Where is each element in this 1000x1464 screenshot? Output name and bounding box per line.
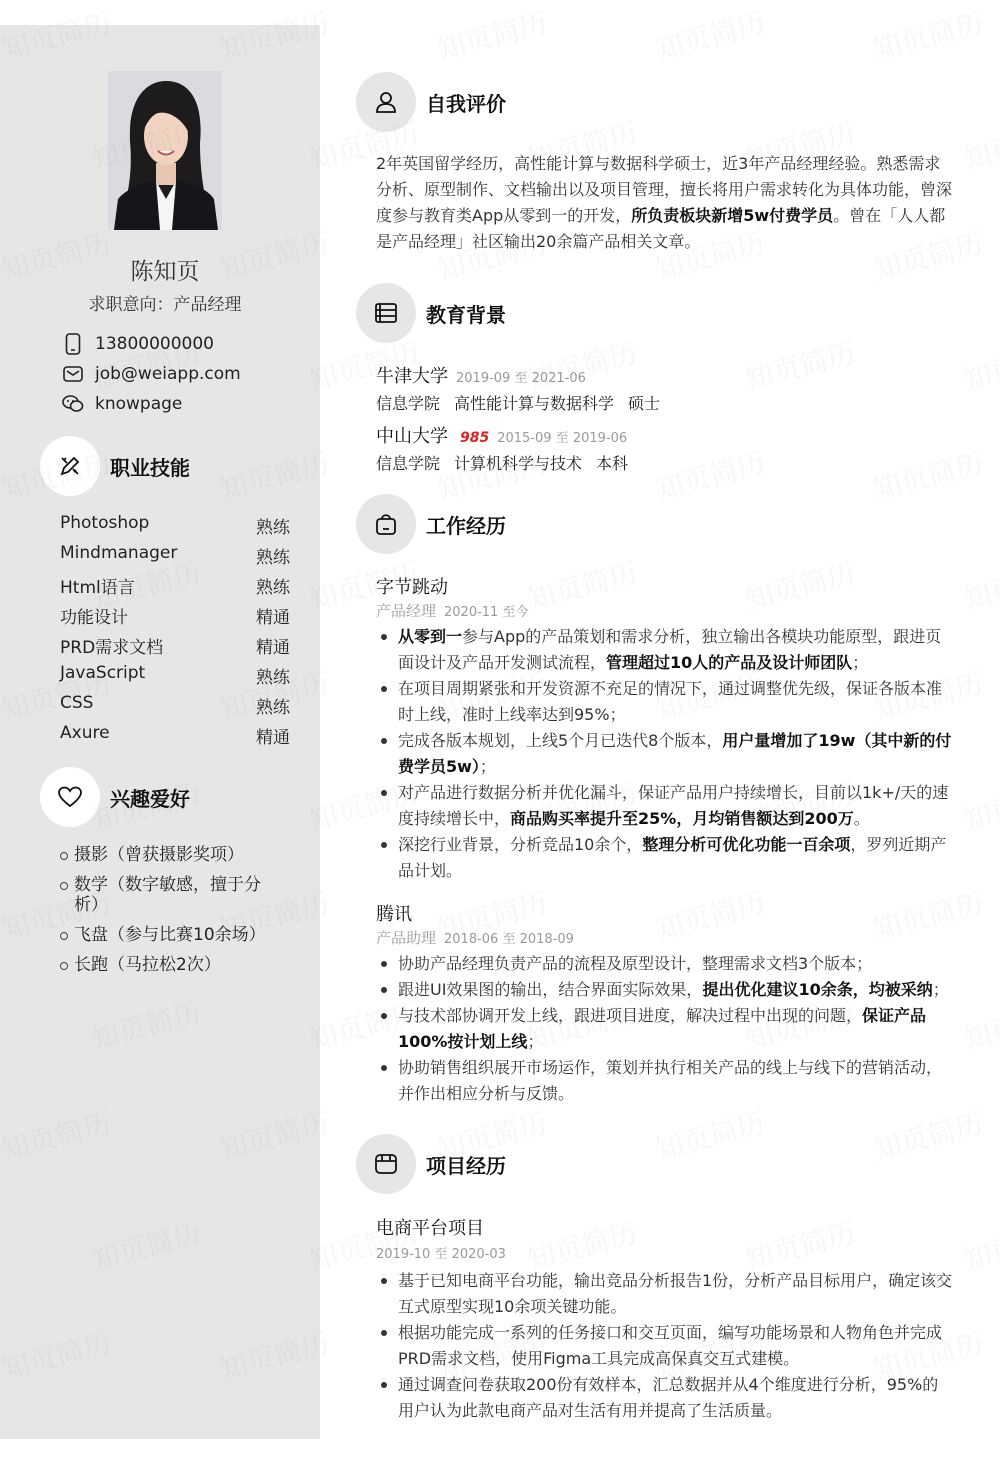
skills-header — [40, 436, 190, 496]
skill-level: 精通 — [256, 608, 290, 628]
watermark-text — [741, 331, 860, 399]
user-icon — [356, 72, 416, 132]
skill-name: Mindmanager — [60, 543, 178, 563]
skill-row — [60, 723, 290, 748]
bag-icon — [356, 494, 416, 554]
hobby-text: 数学（数字敏感，擅于分析） — [74, 875, 261, 915]
skill-row — [60, 603, 290, 628]
watermark-text — [869, 1101, 988, 1169]
watermark-text — [959, 551, 1000, 619]
bullet-item: 跟进UI效果图的输出，结合界面实际效果，提出优化建议10余条，均被采纳； — [376, 977, 954, 1003]
pencil-ruler-icon — [40, 436, 100, 496]
skill-name: 功能设计 — [60, 608, 128, 628]
work-company-2: 腾讯 — [376, 904, 412, 925]
edu-school-2: 中山大学 985 2015-09 至 2019-06 — [376, 426, 628, 447]
watermark-text — [959, 991, 1000, 1059]
mail-icon — [62, 363, 84, 385]
hobby-item — [60, 875, 270, 915]
bullet-item: 协助产品经理负责产品的流程及原型设计，整理需求文档3个版本； — [376, 951, 954, 977]
hobbies-title: 兴趣爱好 — [110, 786, 190, 811]
hobby-text: 摄影（曾获摄影奖项） — [74, 845, 244, 865]
skill-row — [60, 543, 290, 568]
watermark-text — [869, 881, 988, 949]
bullet-item: 从零到一参与App的产品策划和需求分析，独立输出各模块功能原型，跟进页面设计及产品开发测试流程，管理超过10人的产品及设计师团队； — [376, 624, 954, 676]
bullet-item: 对产品进行数据分析并优化漏斗，保证产品用户持续增长，目前以1k+/天的速度持续增长中，商品购买率提升至25%，月均销售额达到200万。 — [376, 780, 954, 832]
watermark-text — [523, 551, 642, 619]
email-row — [62, 362, 241, 386]
skill-level: 熟练 — [256, 518, 290, 538]
skill-level: 精通 — [256, 728, 290, 748]
education-header — [356, 283, 506, 343]
skill-row — [60, 633, 290, 658]
edu-detail-1: 信息学院 高性能计算与数据科学 硕士 — [376, 394, 661, 413]
985-badge: 985 — [460, 430, 490, 446]
watermark-text — [651, 1, 770, 69]
edu-school-1: 牛津大学 2019-09 至 2021-06 — [376, 366, 586, 387]
bullet-item: 深挖行业背景，分析竞品10余个，整理分析可优化功能一百余项，罗列近期产品计划。 — [376, 832, 954, 884]
watermark-text — [959, 111, 1000, 179]
project-bullets-1 — [376, 1268, 954, 1424]
hobby-text: 长跑（马拉松2次） — [74, 955, 221, 975]
wechat-icon — [62, 393, 84, 415]
watermark-text — [959, 771, 1000, 839]
phone-row — [62, 332, 214, 356]
skill-level: 熟练 — [256, 698, 290, 718]
bullet-item: 协助销售组织展开市场运作，策划并执行相关产品的线上与线下的营销活动，并作出相应分析与反馈。 — [376, 1055, 954, 1107]
wechat-id: knowpage — [95, 394, 183, 414]
skill-row — [60, 573, 290, 598]
self-eval-text: 2年英国留学经历，高性能计算与数据科学硕士，近3年产品经理经验。熟悉需求分析、原型制作、文档输出以及项目管理，擅长将用户需求转化为具体功能，曾深度参与教育类App从零到一的开发，所负责板块新增5w付费学员。曾在「人人都是产品经理」社区输出20余篇产品相关文章。 — [376, 154, 953, 251]
watermark-text — [651, 1101, 770, 1169]
work-bullets-2 — [376, 951, 954, 1107]
projects-title: 项目经历 — [426, 1153, 506, 1178]
work-role-2: 产品助理 2018-06 至 2018-09 — [376, 929, 574, 947]
heart-icon — [40, 767, 100, 827]
skill-row — [60, 513, 290, 538]
project-name-1: 电商平台项目 — [376, 1218, 484, 1239]
bullet-item: 根据功能完成一系列的任务接口和交互页面，编写功能场景和人物角色并完成PRD需求文档，使用Figma工具完成高保真交互式建模。 — [376, 1320, 954, 1372]
skill-name: Photoshop — [60, 513, 150, 533]
bullet-circle-icon — [60, 852, 68, 860]
skill-name: Html语言 — [60, 578, 135, 598]
watermark-text — [959, 1211, 1000, 1279]
job-intent: 求职意向：产品经理 — [88, 295, 242, 315]
bullet-circle-icon — [60, 882, 68, 890]
work-title: 工作经历 — [426, 513, 506, 538]
bullet-item: 通过调查问卷获取200份有效样本，汇总数据并从4个维度进行分析，95%的用户认为此款电商产品对生活有用并提高了生活质量。 — [376, 1372, 954, 1424]
profile-photo — [108, 71, 222, 230]
wechat-row — [62, 392, 182, 416]
edu-detail-2: 信息学院 计算机科学与技术 本科 — [376, 454, 629, 473]
watermark-text — [433, 1, 552, 69]
hobby-item — [60, 925, 270, 945]
work-company-1: 字节跳动 — [376, 577, 448, 598]
projects-header — [356, 1134, 506, 1194]
self-eval-title: 自我评价 — [426, 91, 506, 116]
email-address[interactable]: job@weiapp.com — [95, 364, 241, 384]
skill-level: 熟练 — [256, 668, 290, 688]
bullet-circle-icon — [60, 932, 68, 940]
bullet-item: 与技术部协调开发上线，跟进项目进度，解决过程中出现的问题，保证产品100%按计划上线； — [376, 1003, 954, 1055]
skill-name: Axure — [60, 723, 110, 743]
skill-level: 熟练 — [256, 578, 290, 598]
watermark-text — [651, 441, 770, 509]
hobby-item — [60, 955, 270, 975]
skill-name: JavaScript — [60, 663, 146, 683]
education-title: 教育背景 — [426, 302, 506, 327]
book-stack-icon — [356, 283, 416, 343]
bullet-item: 在项目周期紧张和开发资源不充足的情况下，通过调整优先级，保证各版本准时上线，准时上线率达到95%； — [376, 676, 954, 728]
self-eval-header — [356, 72, 506, 132]
bullet-circle-icon — [60, 962, 68, 970]
bullet-item: 基于已知电商平台功能，输出竞品分析报告1份，分析产品目标用户，确定该交互式原型实现10余项关键功能。 — [376, 1268, 954, 1320]
hobby-text: 飞盘（参与比赛10余场） — [74, 925, 266, 945]
watermark-text — [741, 551, 860, 619]
project-period-1: 2019-10 至 2020-03 — [376, 1247, 506, 1262]
window-icon — [356, 1134, 416, 1194]
watermark-text — [869, 441, 988, 509]
skill-level: 精通 — [256, 638, 290, 658]
hobbies-header — [40, 767, 190, 827]
phone-number: 13800000000 — [95, 334, 214, 354]
hobby-item — [60, 845, 270, 865]
skill-row — [60, 693, 290, 718]
skills-title: 职业技能 — [110, 455, 190, 480]
skill-row — [60, 663, 290, 688]
work-header — [356, 494, 506, 554]
watermark-text — [651, 881, 770, 949]
phone-icon — [62, 333, 84, 355]
bullet-item: 完成各版本规划，上线5个月已迭代8个版本，用户量增加了19w（其中新的付费学员5w）； — [376, 728, 954, 780]
watermark-text — [869, 1, 988, 69]
candidate-name: 陈知页 — [130, 259, 200, 285]
skill-name: PRD需求文档 — [60, 638, 164, 658]
work-bullets-1 — [376, 624, 954, 884]
skill-name: CSS — [60, 693, 94, 713]
watermark-text — [959, 331, 1000, 399]
work-role-1: 产品经理 2020-11 至今 — [376, 602, 529, 620]
skill-level: 熟练 — [256, 548, 290, 568]
